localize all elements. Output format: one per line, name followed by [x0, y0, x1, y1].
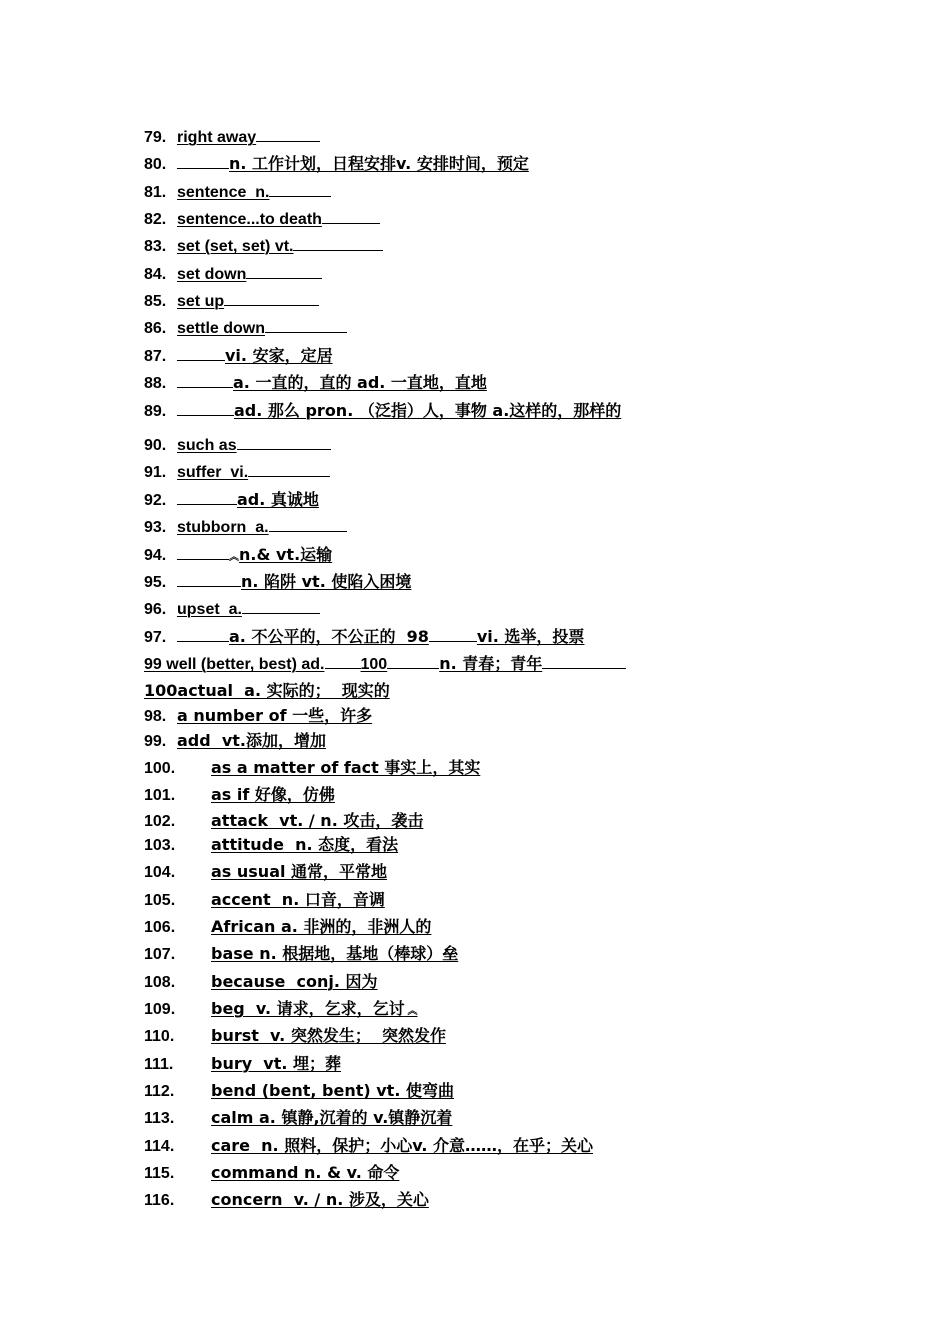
item-text: care n. 照料，保护；小心v. 介意……，在乎；关心 — [211, 1136, 593, 1155]
item-number: 101. — [144, 787, 176, 804]
item-number: 114. — [144, 1138, 175, 1155]
list-item — [144, 290, 319, 312]
list-item — [144, 571, 411, 593]
item-number: 115. — [144, 1165, 175, 1182]
item-text: a. 不公平的，不公正的 98 — [229, 627, 429, 646]
list-item — [144, 317, 347, 339]
item-text: suffer vi. — [177, 464, 249, 481]
item-number: 96. — [144, 601, 167, 618]
list-item — [144, 917, 431, 939]
list-item — [144, 208, 380, 230]
item-number: 110. — [144, 1028, 175, 1045]
item-text: as if 好像，仿佛 — [211, 785, 335, 804]
item-number: 108. — [144, 974, 176, 991]
blank-line — [242, 598, 320, 614]
item-number: 85. — [144, 293, 167, 310]
blank-line — [177, 400, 234, 416]
item-number: 91. — [144, 464, 167, 481]
item-text: command n. & v. 命令 — [211, 1163, 400, 1182]
chevron-up-icon: ︽ — [404, 1006, 418, 1017]
item-text: accent n. 口音，音调 — [211, 890, 385, 909]
list-item — [144, 1026, 446, 1048]
blank-line — [429, 626, 477, 642]
blank-line — [542, 653, 626, 669]
list-item — [144, 811, 423, 833]
item-text: calm a. 镇静,沉着的 v.镇静沉着 — [211, 1108, 453, 1127]
item-text: concern v. / n. 涉及，关心 — [211, 1190, 429, 1209]
blank-line — [256, 126, 320, 142]
list-item — [144, 181, 331, 203]
item-text: vi. 安家，定居 — [225, 346, 333, 365]
item-number: 109. — [144, 1001, 176, 1018]
item-text: upset a. — [177, 601, 242, 618]
blank-line — [269, 516, 347, 532]
item-number: 100 — [360, 656, 388, 673]
item-text: as a matter of fact 事实上，其实 — [211, 758, 481, 777]
list-item — [144, 653, 626, 675]
list-item — [144, 516, 347, 538]
item-text: n. 青春；青年 — [439, 654, 543, 673]
list-item — [144, 972, 378, 994]
list-item — [144, 944, 458, 966]
item-number: 113. — [144, 1110, 175, 1127]
item-text: stubborn a. — [177, 519, 269, 536]
item-number: 98. — [144, 708, 167, 725]
item-number: 97. — [144, 629, 167, 646]
item-number: 102. — [144, 813, 176, 830]
blank-line — [177, 372, 233, 388]
list-item — [144, 758, 480, 780]
item-text: add vt.添加，增加 — [177, 731, 327, 750]
item-text: set (set, set) vt. — [177, 238, 294, 255]
item-text: sentence...to death — [177, 211, 322, 228]
item-number: 89. — [144, 403, 167, 420]
list-item — [144, 862, 387, 884]
list-item — [144, 835, 398, 857]
list-item — [144, 400, 621, 422]
item-text: attack vt. / n. 攻击，袭击 — [211, 811, 424, 830]
item-text: as usual 通常，平常地 — [211, 862, 388, 881]
list-item — [144, 434, 331, 456]
blank-line — [177, 345, 225, 361]
item-text: right away — [177, 129, 257, 146]
item-text: n. 工作计划，日程安排v. 安排时间，预定 — [229, 154, 529, 173]
blank-line — [387, 653, 439, 669]
item-number: 80. — [144, 156, 167, 173]
blank-line — [177, 544, 229, 560]
blank-line — [177, 489, 237, 505]
item-number: 103. — [144, 837, 176, 854]
list-item — [144, 1163, 399, 1185]
blank-line — [224, 290, 319, 306]
list-item — [144, 263, 322, 285]
item-text: base n. 根据地，基地（棒球）垒 — [211, 944, 459, 963]
item-text: such as — [177, 437, 237, 454]
item-number: 88. — [144, 375, 167, 392]
blank-line — [248, 461, 330, 477]
item-text: ad. 真诚地 — [237, 490, 319, 509]
list-item — [144, 598, 320, 620]
item-text: a number of 一些，许多 — [177, 706, 373, 725]
item-text: African a. 非洲的，非洲人的 — [211, 917, 432, 936]
blank-line — [325, 653, 361, 669]
item-number: 79. — [144, 129, 167, 146]
chevron-up-icon: ︽ — [229, 552, 239, 563]
item-number: 100. — [144, 760, 176, 777]
list-item — [144, 731, 326, 753]
item-number: 90. — [144, 437, 167, 454]
list-item — [144, 126, 320, 148]
list-item — [144, 785, 335, 807]
item-text: sentence n. — [177, 184, 270, 201]
item-number: 84. — [144, 266, 167, 283]
item-number: 99. — [144, 733, 167, 750]
item-text: settle down — [177, 320, 266, 337]
list-item — [144, 706, 372, 728]
item-text: 100actual a. 实际的； 现实的 — [144, 681, 390, 700]
list-item — [144, 890, 385, 912]
item-number: 104. — [144, 864, 176, 881]
item-number: 105. — [144, 892, 176, 909]
blank-line — [322, 208, 380, 224]
item-number: 111. — [144, 1056, 174, 1073]
item-number: 87. — [144, 348, 167, 365]
list-item — [144, 544, 332, 566]
blank-line — [293, 235, 383, 251]
item-number: 92. — [144, 492, 167, 509]
item-number: 116. — [144, 1192, 175, 1209]
list-item — [144, 681, 390, 703]
item-text: set down — [177, 266, 247, 283]
item-text: 99 well (better, best) ad. — [144, 656, 325, 673]
item-text: n. 陷阱 vt. 使陷入困境 — [241, 572, 412, 591]
item-text: bury vt. 埋；葬 — [211, 1054, 342, 1073]
blank-line — [265, 317, 347, 333]
list-item — [144, 489, 319, 511]
list-item — [144, 1108, 452, 1130]
list-item — [144, 461, 330, 483]
item-number: 94. — [144, 547, 167, 564]
blank-line — [237, 434, 331, 450]
item-number: 95. — [144, 574, 167, 591]
blank-line — [177, 571, 241, 587]
list-item — [144, 1136, 593, 1158]
blank-line — [177, 626, 229, 642]
list-item — [144, 1054, 341, 1076]
blank-line — [269, 181, 331, 197]
item-number: 93. — [144, 519, 167, 536]
item-text: vi. 选举，投票 — [476, 627, 585, 646]
item-text: because conj. 因为 — [211, 972, 378, 991]
item-number: 81. — [144, 184, 167, 201]
blank-line — [177, 153, 229, 169]
list-item — [144, 1081, 454, 1103]
item-text: bend (bent, bent) vt. 使弯曲 — [211, 1081, 454, 1100]
list-item — [144, 626, 584, 648]
item-text: attitude n. 态度，看法 — [211, 835, 399, 854]
item-text: n.& vt.运输 — [239, 545, 333, 564]
list-item — [144, 235, 383, 257]
list-item — [144, 153, 529, 175]
item-number: 86. — [144, 320, 167, 337]
item-number: 82. — [144, 211, 167, 228]
item-text: beg v. 请求，乞求，乞讨 — [211, 999, 405, 1018]
list-item — [144, 345, 333, 367]
item-text: ad. 那么 pron. （泛指）人，事物 a.这样的，那样的 — [234, 401, 622, 420]
blank-line — [246, 263, 322, 279]
item-number: 106. — [144, 919, 176, 936]
item-text: set up — [177, 293, 225, 310]
item-number: 107. — [144, 946, 176, 963]
item-number: 112. — [144, 1083, 175, 1100]
item-text: a. 一直的，直的 ad. 一直地，直地 — [233, 373, 487, 392]
list-item — [144, 999, 417, 1021]
item-text: burst v. 突然发生； 突然发作 — [211, 1026, 446, 1045]
list-item — [144, 1190, 429, 1212]
item-number: 83. — [144, 238, 167, 255]
list-item — [144, 372, 487, 394]
